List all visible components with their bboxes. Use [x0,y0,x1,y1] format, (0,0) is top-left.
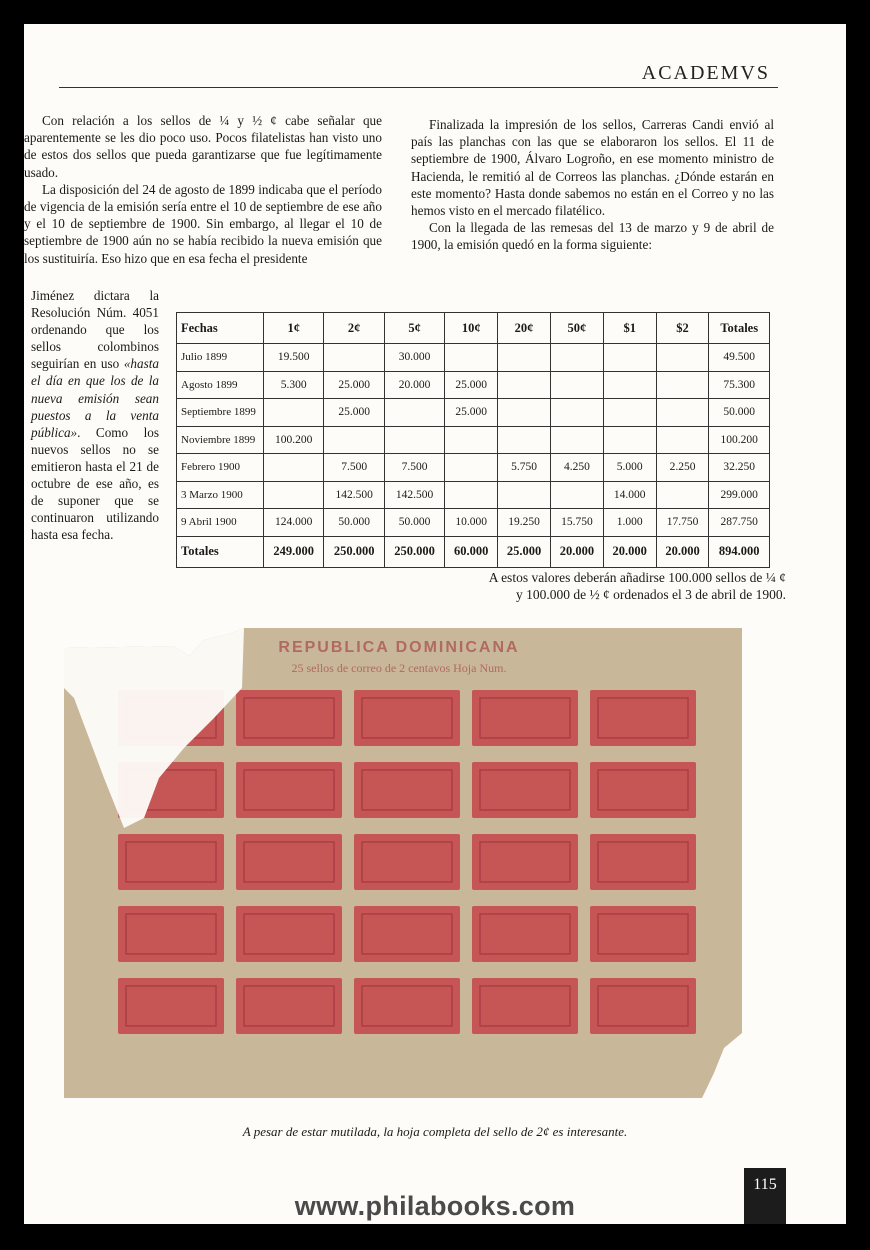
value-cell [445,426,498,454]
totals-row [177,536,770,567]
value-cell [656,399,709,427]
left-column-top [24,112,382,267]
date-cell: Noviembre 1899 [177,426,264,454]
header-2c: 2¢ [324,313,384,344]
value-cell [498,371,551,399]
table-note [384,569,786,603]
header-1d: $1 [603,313,656,344]
paragraph: Finalizada la impresión de los sellos, Carreras Candi envió al país las planchas con las que se elaboraron los sellos. El 11 de septiembre de 1900, Álvaro Logroño, en ese momento ministro de Hacienda, le remitió al de Correos las planchas. ¿Dónde estarán en este momento? Hasta donde sabemos no están en el Correo y no las hemos visto en el mercado filatélico. [411,117,774,219]
value-cell: 19.500 [264,344,324,372]
header-1c: 1¢ [264,313,324,344]
value-cell: 15.750 [550,509,603,537]
value-cell: 10.000 [445,509,498,537]
value-cell [550,371,603,399]
stamp-grid [118,690,696,1034]
value-cell: 142.500 [324,481,384,509]
value-cell [656,371,709,399]
sheet-title: REPUBLICA DOMINICANA [278,639,520,656]
total-cell: 250.000 [384,536,444,567]
stamp-sheet-photo [64,628,742,1098]
date-cell: Agosto 1899 [177,371,264,399]
value-cell: 19.250 [498,509,551,537]
value-cell [445,481,498,509]
table-note-line: y 100.000 de ½ ¢ ordenados el 3 de abril de 1900. [516,587,786,602]
table-row [177,371,770,399]
value-cell [498,481,551,509]
value-cell: 32.250 [709,454,770,482]
value-cell: 100.200 [264,426,324,454]
paragraph: Con la llegada de las remesas del 13 de marzo y 9 de abril de 1900, la emisión quedó en la forma siguiente: [411,220,774,253]
value-cell: 5.750 [498,454,551,482]
sheet-subtitle: 25 sellos de correo de 2 centavos Hoja Num. [291,661,507,675]
value-cell [384,426,444,454]
value-cell [550,481,603,509]
value-cell: 14.000 [603,481,656,509]
header-5c: 5¢ [384,313,444,344]
header-totales: Totales [709,313,770,344]
resolution-quote: «hasta el día en que los de la nueva emisión sean puestos a la venta pública» [31,356,159,440]
value-cell [264,481,324,509]
value-cell: 20.000 [384,371,444,399]
narrow-text-part1: Jiménez dictara la Resolución Núm. 4051 ordenando que los sellos colombinos seguirían en uso [31,288,159,372]
value-cell: 2.250 [656,454,709,482]
value-cell [384,399,444,427]
value-cell: 124.000 [264,509,324,537]
value-cell [656,481,709,509]
left-narrow-column [31,287,159,543]
value-cell [445,344,498,372]
value-cell: 7.500 [324,454,384,482]
total-cell: 894.000 [709,536,770,567]
value-cell: 5.000 [603,454,656,482]
totals-label: Totales [177,536,264,567]
table-row [177,426,770,454]
value-cell [324,426,384,454]
value-cell: 287.750 [709,509,770,537]
header-fechas: Fechas [177,313,264,344]
table-row [177,344,770,372]
paragraph: La disposición del 24 de agosto de 1899 indicaba que el período de vigencia de la emisión sería entre el 10 de septiembre de ese año y el 10 de septiembre de 1900. Sin embargo, al llegar el 10 de septiembre de 1900 aún no se había recibido la nueva emisión que los sustituiría. Eso hizo que en esa fecha el presidente [24,181,382,266]
value-cell [498,426,551,454]
value-cell: 17.750 [656,509,709,537]
value-cell [603,399,656,427]
total-cell: 20.000 [550,536,603,567]
total-cell: 60.000 [445,536,498,567]
value-cell [550,426,603,454]
table-note-line: A estos valores deberán añadirse 100.000 sellos de ¼ ¢ [488,570,786,585]
value-cell: 5.300 [264,371,324,399]
date-cell: 9 Abril 1900 [177,509,264,537]
narrow-text-part2: . Como los nuevos sellos no se emitieron hasta el 21 de octubre de ese año, es de suponer que se continuaron utilizando hasta esa fecha. [31,424,159,543]
watermark: www.philabooks.com [294,1191,576,1221]
value-cell [603,426,656,454]
value-cell [498,399,551,427]
value-cell: 142.500 [384,481,444,509]
table-row [177,509,770,537]
date-cell: Julio 1899 [177,344,264,372]
value-cell: 25.000 [324,371,384,399]
value-cell: 25.000 [324,399,384,427]
value-cell: 4.250 [550,454,603,482]
table-row [177,399,770,427]
total-cell: 20.000 [603,536,656,567]
value-cell: 50.000 [709,399,770,427]
value-cell [656,426,709,454]
header-rule [59,87,778,88]
value-cell [445,454,498,482]
date-cell: Septiembre 1899 [177,399,264,427]
right-column-top [411,116,774,254]
table-header-row [177,313,770,344]
page-number: 115 [744,1168,786,1224]
value-cell [498,344,551,372]
value-cell [550,344,603,372]
value-cell: 49.500 [709,344,770,372]
value-cell: 1.000 [603,509,656,537]
total-cell: 249.000 [264,536,324,567]
book-page [24,24,846,1224]
value-cell: 7.500 [384,454,444,482]
value-cell [603,371,656,399]
header-20c: 20¢ [498,313,551,344]
paragraph: Con relación a los sellos de ¼ y ½ ¢ cabe señalar que aparentemente se les dio poco uso. Pocos filatelistas han visto uno de estos dos sellos que pueda garantizarse que fue legítimamente usado. [24,113,382,180]
header-10c: 10¢ [445,313,498,344]
journal-title: ACADEMVS [641,62,770,84]
value-cell: 299.000 [709,481,770,509]
date-cell: 3 Marzo 1900 [177,481,264,509]
value-cell: 25.000 [445,399,498,427]
value-cell [264,399,324,427]
value-cell: 75.300 [709,371,770,399]
value-cell [550,399,603,427]
value-cell: 50.000 [324,509,384,537]
table-row [177,481,770,509]
value-cell [324,344,384,372]
value-cell: 25.000 [445,371,498,399]
value-cell [264,454,324,482]
emission-table [176,312,770,568]
value-cell: 30.000 [384,344,444,372]
total-cell: 25.000 [498,536,551,567]
value-cell [656,344,709,372]
header-50c: 50¢ [550,313,603,344]
table-row [177,454,770,482]
total-cell: 20.000 [656,536,709,567]
date-cell: Febrero 1900 [177,454,264,482]
figure-caption: A pesar de estar mutilada, la hoja completa del sello de 2¢ es interesante. [242,1124,628,1139]
total-cell: 250.000 [324,536,384,567]
value-cell [603,344,656,372]
header-2d: $2 [656,313,709,344]
value-cell: 50.000 [384,509,444,537]
value-cell: 100.200 [709,426,770,454]
